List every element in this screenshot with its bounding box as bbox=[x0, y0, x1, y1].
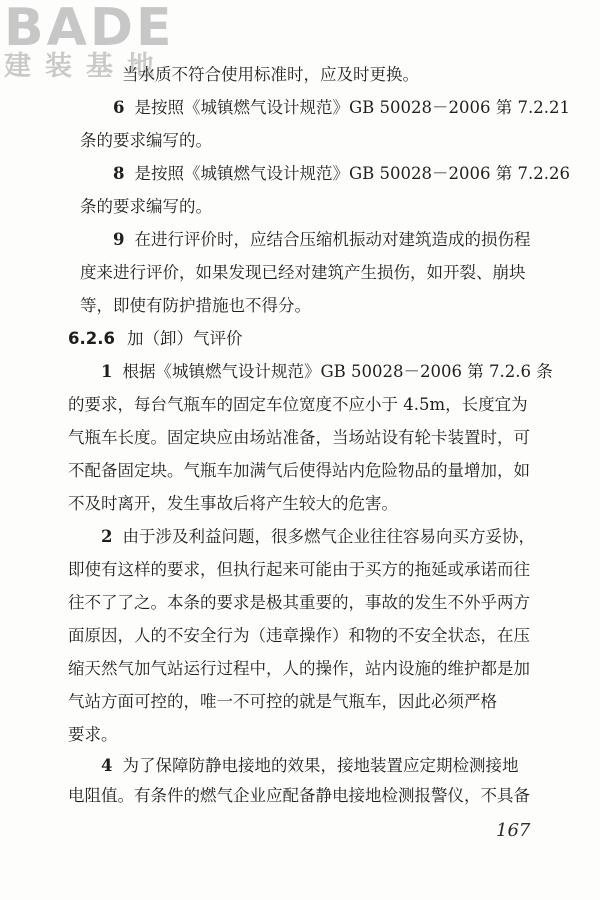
paragraph-line: 的要求，每台气瓶车的固定车位宽度不应小于 4.5m，长度宜为 bbox=[68, 395, 528, 414]
paragraph-line: 缩天然气加气站运行过程中，人的操作，站内设施的维护都是加 bbox=[68, 659, 530, 678]
paragraph-line: 6 是按照《城镇燃气设计规范》GB 50028－2006 第 7.2.21 bbox=[113, 98, 570, 117]
item-number: 6 bbox=[113, 98, 125, 117]
section-heading bbox=[68, 322, 242, 355]
paragraph-fragment bbox=[122, 58, 562, 91]
paragraph-item-4 bbox=[68, 751, 550, 811]
section-number: 6.2.6 bbox=[68, 329, 115, 348]
paragraph-line: 条的要求编写的。 bbox=[80, 131, 212, 150]
paragraph-line: 即使有这样的要求，但执行起来可能由于买方的拖延或承诺而往 bbox=[68, 560, 530, 579]
paragraph-line: 当水质不符合使用标准时，应及时更换。 bbox=[122, 65, 419, 84]
paragraph-line: 面原因，人的不安全行为（违章操作）和物的不安全状态，在压 bbox=[68, 626, 530, 645]
paragraph-item-1 bbox=[68, 355, 553, 520]
paragraph-line: 不及时离开，发生事故后将产生较大的危害。 bbox=[68, 494, 398, 513]
paragraph-item-8 bbox=[80, 157, 570, 223]
paragraph-line: 8 是按照《城镇燃气设计规范》GB 50028－2006 第 7.2.26 bbox=[113, 164, 570, 183]
paragraph-item-6 bbox=[80, 91, 570, 157]
paragraph-line: 气站方面可控的，唯一不可控的就是气瓶车，因此必须严格 bbox=[68, 692, 497, 711]
paragraph-line: 电阻值。有条件的燃气企业应配备静电接地检测报警仪，不具备 bbox=[68, 786, 530, 805]
paragraph-line: 条的要求编写的。 bbox=[80, 197, 212, 216]
paragraph-line: 不配备固定块。气瓶车加满气后使得站内危险物品的量增加，如 bbox=[68, 461, 530, 480]
logo-chinese-text: 建装基地 bbox=[4, 51, 168, 82]
paragraph-line: 1 根据《城镇燃气设计规范》GB 50028－2006 第 7.2.6 条 bbox=[101, 362, 553, 381]
paragraph-item-9 bbox=[80, 223, 550, 322]
paragraph-line: 往不了了之。本条的要求是极其重要的，事故的发生不外乎两方 bbox=[68, 593, 530, 612]
section-title: 加（卸）气评价 bbox=[126, 329, 243, 348]
paragraph-line: 度来进行评价，如果发现已经对建筑产生损伤，如开裂、崩块 bbox=[80, 263, 526, 282]
paragraph-line: 等，即使有防护措施也不得分。 bbox=[80, 296, 311, 315]
paragraph-line: 气瓶车长度。固定块应由场站准备，当场站设有轮卡装置时，可 bbox=[68, 428, 530, 447]
page-number: 167 bbox=[496, 820, 531, 841]
item-number: 9 bbox=[113, 230, 125, 249]
paragraph-line: 要求。 bbox=[68, 725, 118, 744]
paragraph-line: 4 为了保障防静电接地的效果，接地装置应定期检测接地 bbox=[101, 756, 519, 775]
item-number: 1 bbox=[101, 362, 113, 381]
logo-wordmark: BADE bbox=[4, 0, 175, 58]
item-number: 4 bbox=[101, 756, 113, 775]
paragraph-line: 9 在进行评价时，应结合压缩机振动对建筑造成的损伤程 bbox=[113, 230, 531, 249]
paragraph-line: 2 由于涉及利益问题，很多燃气企业往往容易向买方妥协， bbox=[101, 527, 535, 546]
paragraph-item-2 bbox=[68, 520, 550, 751]
item-number: 8 bbox=[113, 164, 125, 183]
item-number: 2 bbox=[101, 527, 113, 546]
